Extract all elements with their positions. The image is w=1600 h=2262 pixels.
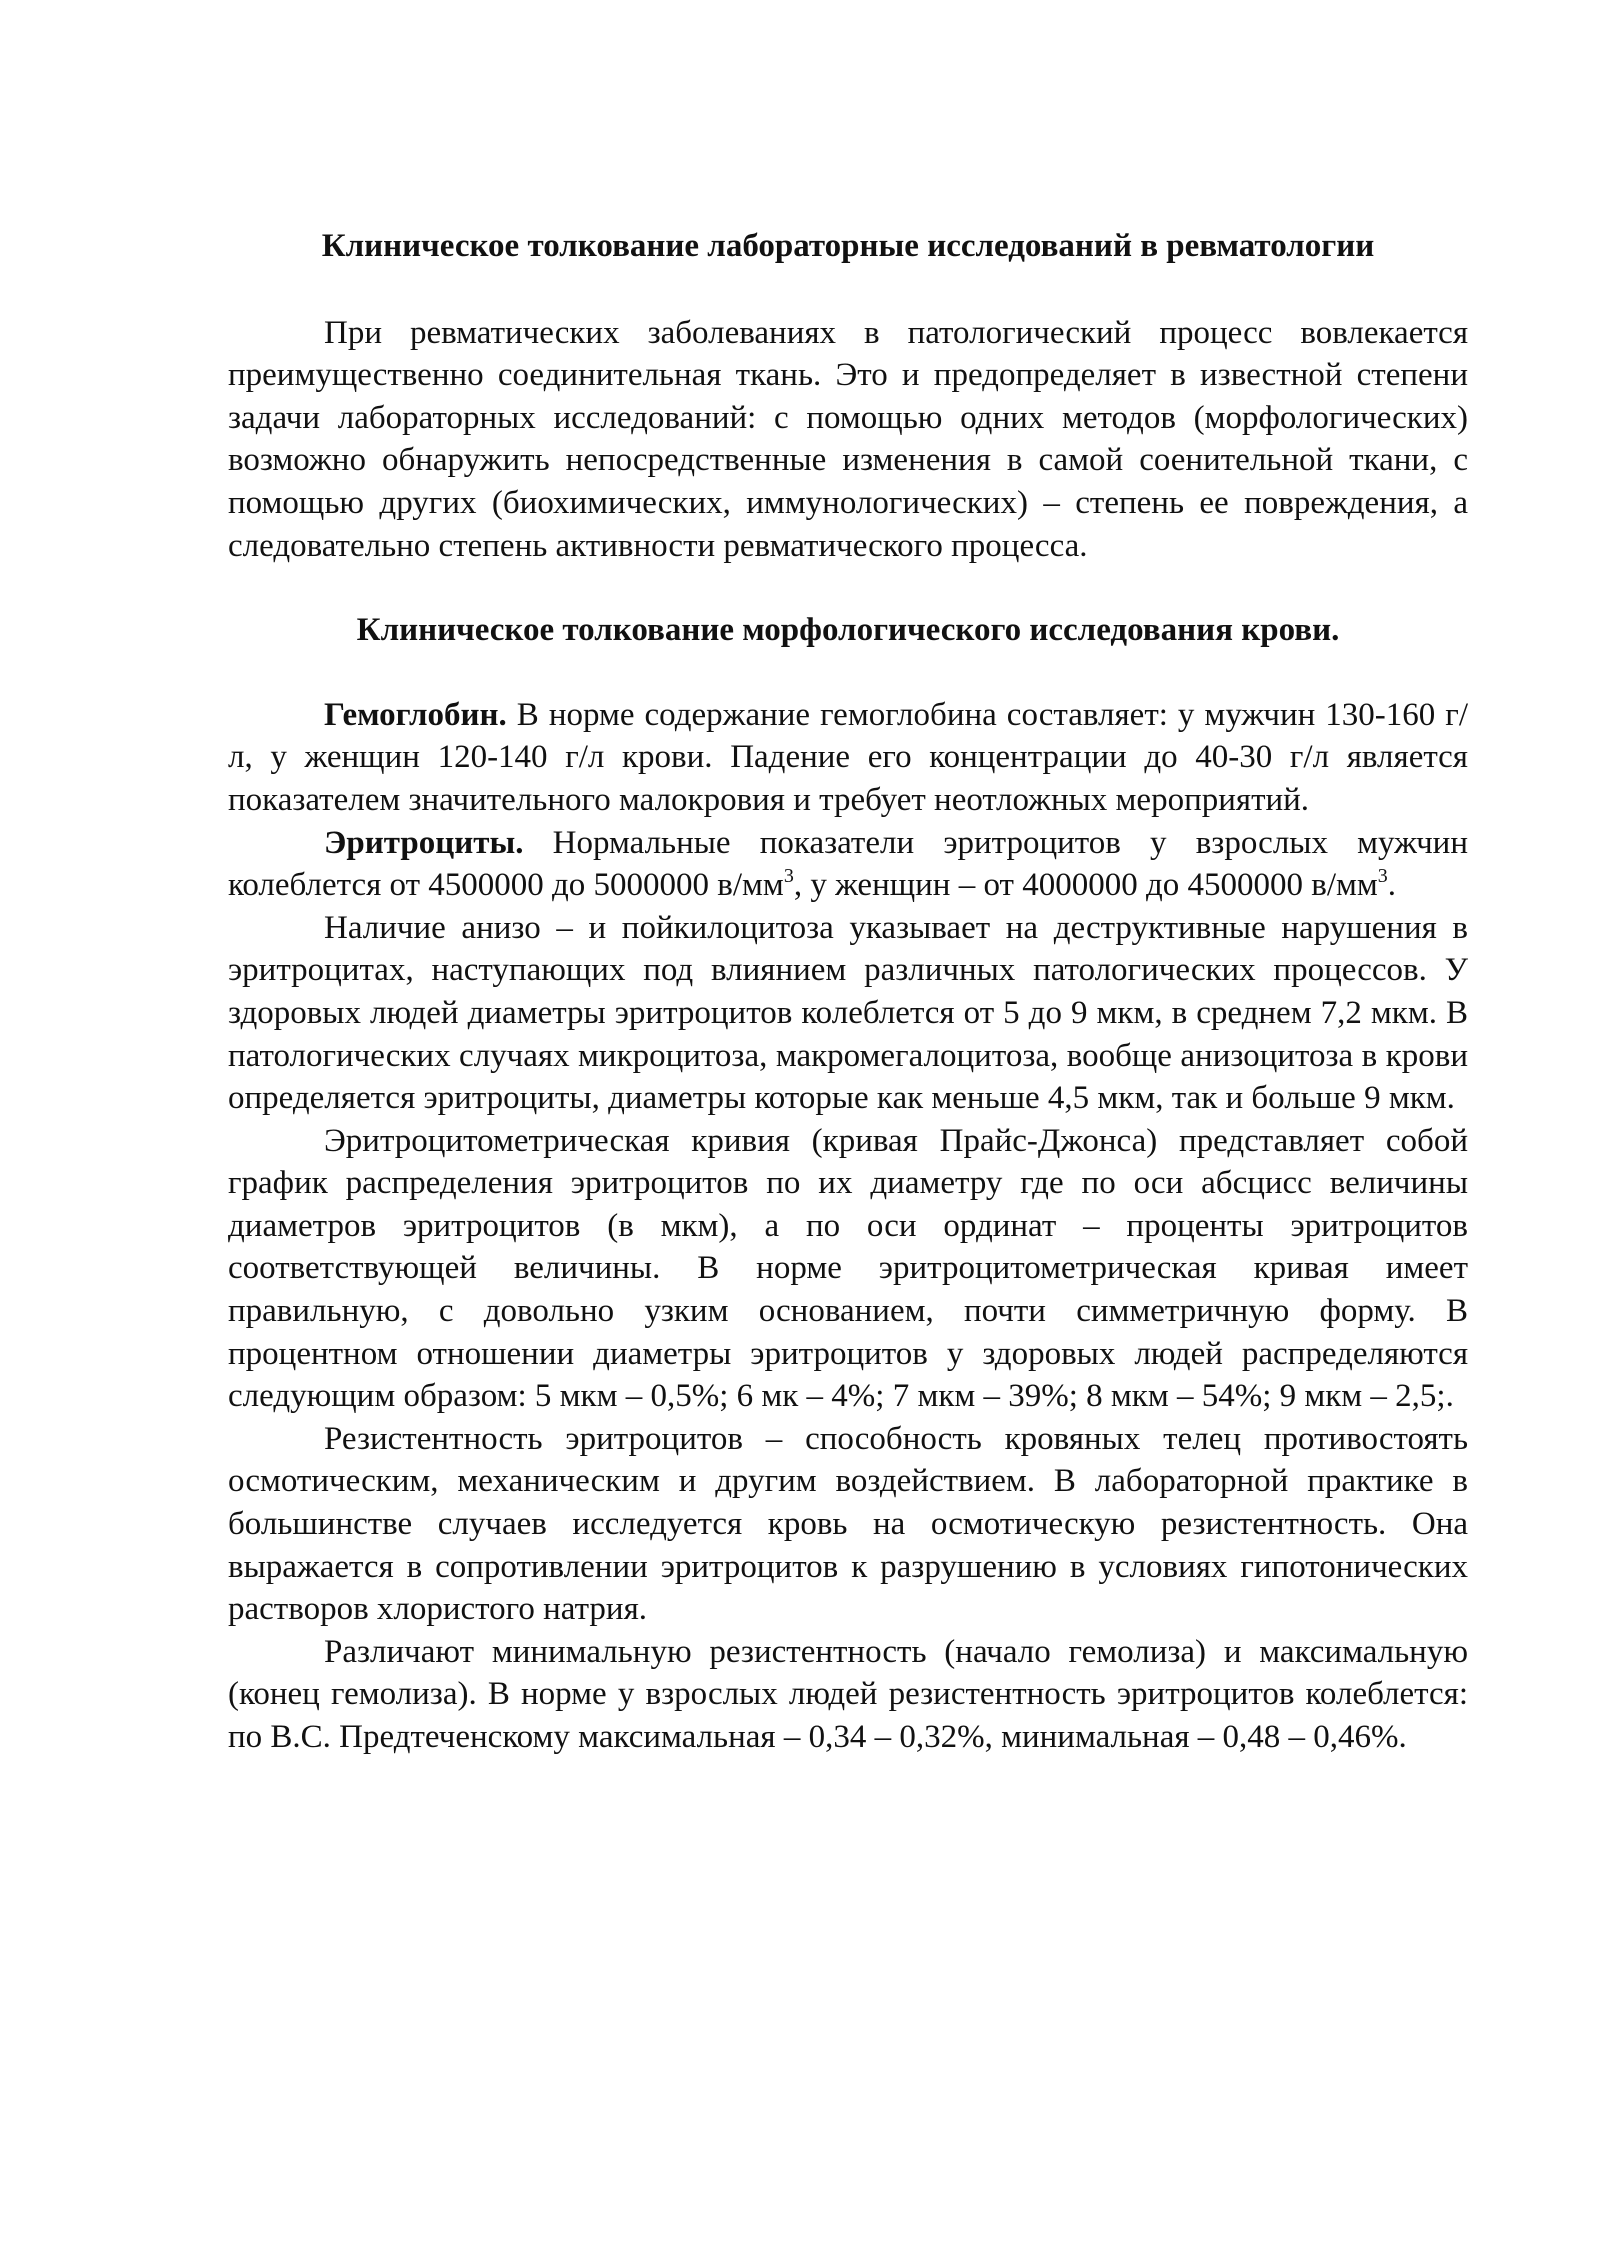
distinguish-paragraph: Различают минимальную резистентность (начало гемолиза) и максимальную (конец гемолиза). В норме у взрослых людей резистентность эритроцитов колеблется: по В.С. Предтеченскому максимальная – 0,34 – 0,32%, минимальная – 0,48 – 0,46%. [228, 1633, 1468, 1755]
hemoglobin-paragraph [228, 694, 1468, 822]
erythrocytes-text-b: , у женщин – от 4000000 до 4500000 в/мм [793, 867, 1378, 904]
curve-paragraph: Эритроцитометрическая кривия (кривая Прайс-Джонса) представляет собой график распределения эритроцитов по их диаметру где по оси абсцисс величины диаметров эритроцитов (в мкм), а по оси ординат – проценты эритроцитов соответствующей величины. В норме эритроцитометрическая кривая имеет правильную, с довольно узким основанием, почти симметричную форму. В процентном отношении диаметры эритроцитов у здоровых людей распределяются следующим образом: 5 мкм – 0,5%; 6 мк – 4%; 7 мкм – 39%; 8 мкм – 54%; 9 мкм – 2,5;. [228, 1122, 1468, 1415]
section-title: Клиническое толкование морфологического исследования крови. [356, 612, 1340, 649]
hemoglobin-text: В норме содержание гемоглобина составляет: у мужчин 130-160 г/л, у женщин 120-140 г/л крови. Падение его концентрации до 40-30 г/л является показателем значительного малокровия и требует неотложных мероприятий. [228, 696, 1468, 818]
document-title: Клиническое толкование лабораторные исследований в ревматологии [321, 228, 1375, 264]
document-page [228, 225, 1468, 1759]
hemoglobin-term: Гемоглобин. [324, 696, 507, 733]
erythrocytes-text-a: Нормальные показатели эритроцитов у взрослых мужчин колеблется от 4500000 до 5000000 в/мм [228, 824, 1468, 904]
erythrocytes-paragraph [228, 822, 1468, 907]
superscript-cubed: 3 [1377, 865, 1388, 888]
aniso-paragraph: Наличие анизо – и пойкилоцитоза указывает на деструктивные нарушения в эритроцитах, наступающих под влиянием различных патологических процессов. У здоровых людей диаметры эритроцитов колеблется от 5 до 9 мкм, в среднем 7,2 мкм. В патологических случаях микроцитоза, макромегалоцитоза, вообще анизоцитоза в крови определяется эритроциты, диаметры которые как меньше 4,5 мкм, так и больше 9 мкм. [228, 909, 1468, 1117]
erythrocytes-term: Эритроциты. [324, 824, 524, 861]
resistance-paragraph: Резистентность эритроцитов – способность кровяных телец противостоять осмотическим, механическим и другим воздействием. В лабораторной практике в большинстве случаев исследуется кровь на осмотическую резистентность. Она выражается в сопротивлении эритроцитов к разрушению в условиях гипотонических растворов хлористого натрия. [228, 1420, 1468, 1628]
intro-paragraph: При ревматических заболеваниях в патологический процесс вовлекается преимущественно соединительная ткань. Это и предопределяет в известной степени задачи лабораторных исследований: с помощью одних методов (морфологических) возможно обнаружить непосредственные изменения в самой соенительной ткани, с помощью других (биохимических, иммунологических) – степень ее повреждения, а следовательно степень активности ревматического процесса. [228, 314, 1468, 564]
superscript-cubed: 3 [783, 865, 794, 888]
erythrocytes-text-c: . [1387, 867, 1397, 904]
